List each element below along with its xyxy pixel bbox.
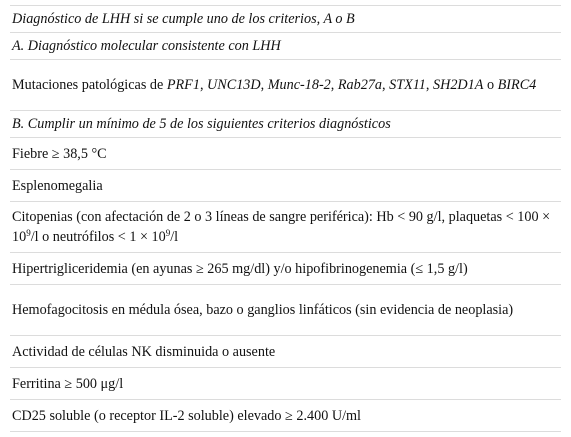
- criterion-ferritin: Ferritina ≥ 500 μg/l: [10, 368, 561, 400]
- table-header: Diagnóstico de LHH si se cumple uno de los criterios, A o B: [10, 6, 561, 33]
- criterion-row: [10, 285, 561, 336]
- cytopenias-exponent-1: 9: [26, 228, 31, 238]
- cytopenias-text-3: /l: [170, 229, 179, 245]
- criterion-splenomegaly: Esplenomegalia: [10, 170, 561, 202]
- mutations-prefix: Mutaciones patológicas de: [12, 77, 167, 93]
- criterion-row: [10, 170, 561, 202]
- gene-unc13d: UNC13D: [207, 77, 261, 93]
- criterion-row: [10, 400, 561, 432]
- criterion-row: [10, 253, 561, 285]
- criterion-hypertriglyceridemia: Hipertrigliceridemia (en ayunas ≥ 265 mg/dl) y/o hipofibrinogenemia (≤ 1,5 g/l): [10, 253, 561, 285]
- gene-munc-18-2: Munc-18-2: [267, 77, 331, 93]
- criterion-hemophagocytosis: Hemofagocitosis en médula ósea, bazo o ganglios linfáticos (sin evidencia de neoplasia): [10, 285, 561, 336]
- criterion-cytopenias: [10, 202, 561, 253]
- gene-sh2d1a: SH2D1A: [433, 77, 484, 93]
- criterion-cd25: CD25 soluble (o receptor IL-2 soluble) elevado ≥ 2.400 U/ml: [10, 400, 561, 432]
- criterion-row: [10, 138, 561, 170]
- section-b-row: [10, 111, 561, 138]
- gene-joiner: o: [487, 77, 495, 93]
- section-a-title: A. Diagnóstico molecular consistente con LHH: [10, 33, 561, 60]
- criteria-table: [10, 5, 561, 432]
- cytopenias-text-2: /l o neutrófilos < 1 × 10: [30, 229, 166, 245]
- criterion-row: [10, 202, 561, 253]
- criterion-fever: Fiebre ≥ 38,5 °C: [10, 138, 561, 170]
- gene-rab27a: Rab27a: [337, 77, 383, 93]
- table-header-row: [10, 6, 561, 33]
- cytopenias-exponent-2: 9: [165, 228, 171, 238]
- section-b-title: B. Cumplir un mínimo de 5 de los siguientes criterios diagnósticos: [10, 111, 561, 138]
- section-a-row: [10, 33, 561, 60]
- cytopenias-text-1: Citopenias (con afectación de 2 o 3 líneas de sangre periférica): Hb < 90 g/l, plaquetas < 100 × 10: [12, 209, 551, 245]
- gene-prf1: PRF1: [166, 77, 200, 93]
- criterion-row: [10, 336, 561, 368]
- criterion-row: [10, 368, 561, 400]
- criterion-nk-activity: Actividad de células NK disminuida o ausente: [10, 336, 561, 368]
- gene-stx11: STX11: [389, 77, 426, 93]
- mutations-row: [10, 60, 561, 111]
- gene-birc4: BIRC4: [497, 77, 537, 93]
- mutations-cell: Mutaciones patológicas de PRF1, UNC13D, Munc-18-2, Rab27a, STX11, SH2D1A o BIRC4: [10, 60, 561, 111]
